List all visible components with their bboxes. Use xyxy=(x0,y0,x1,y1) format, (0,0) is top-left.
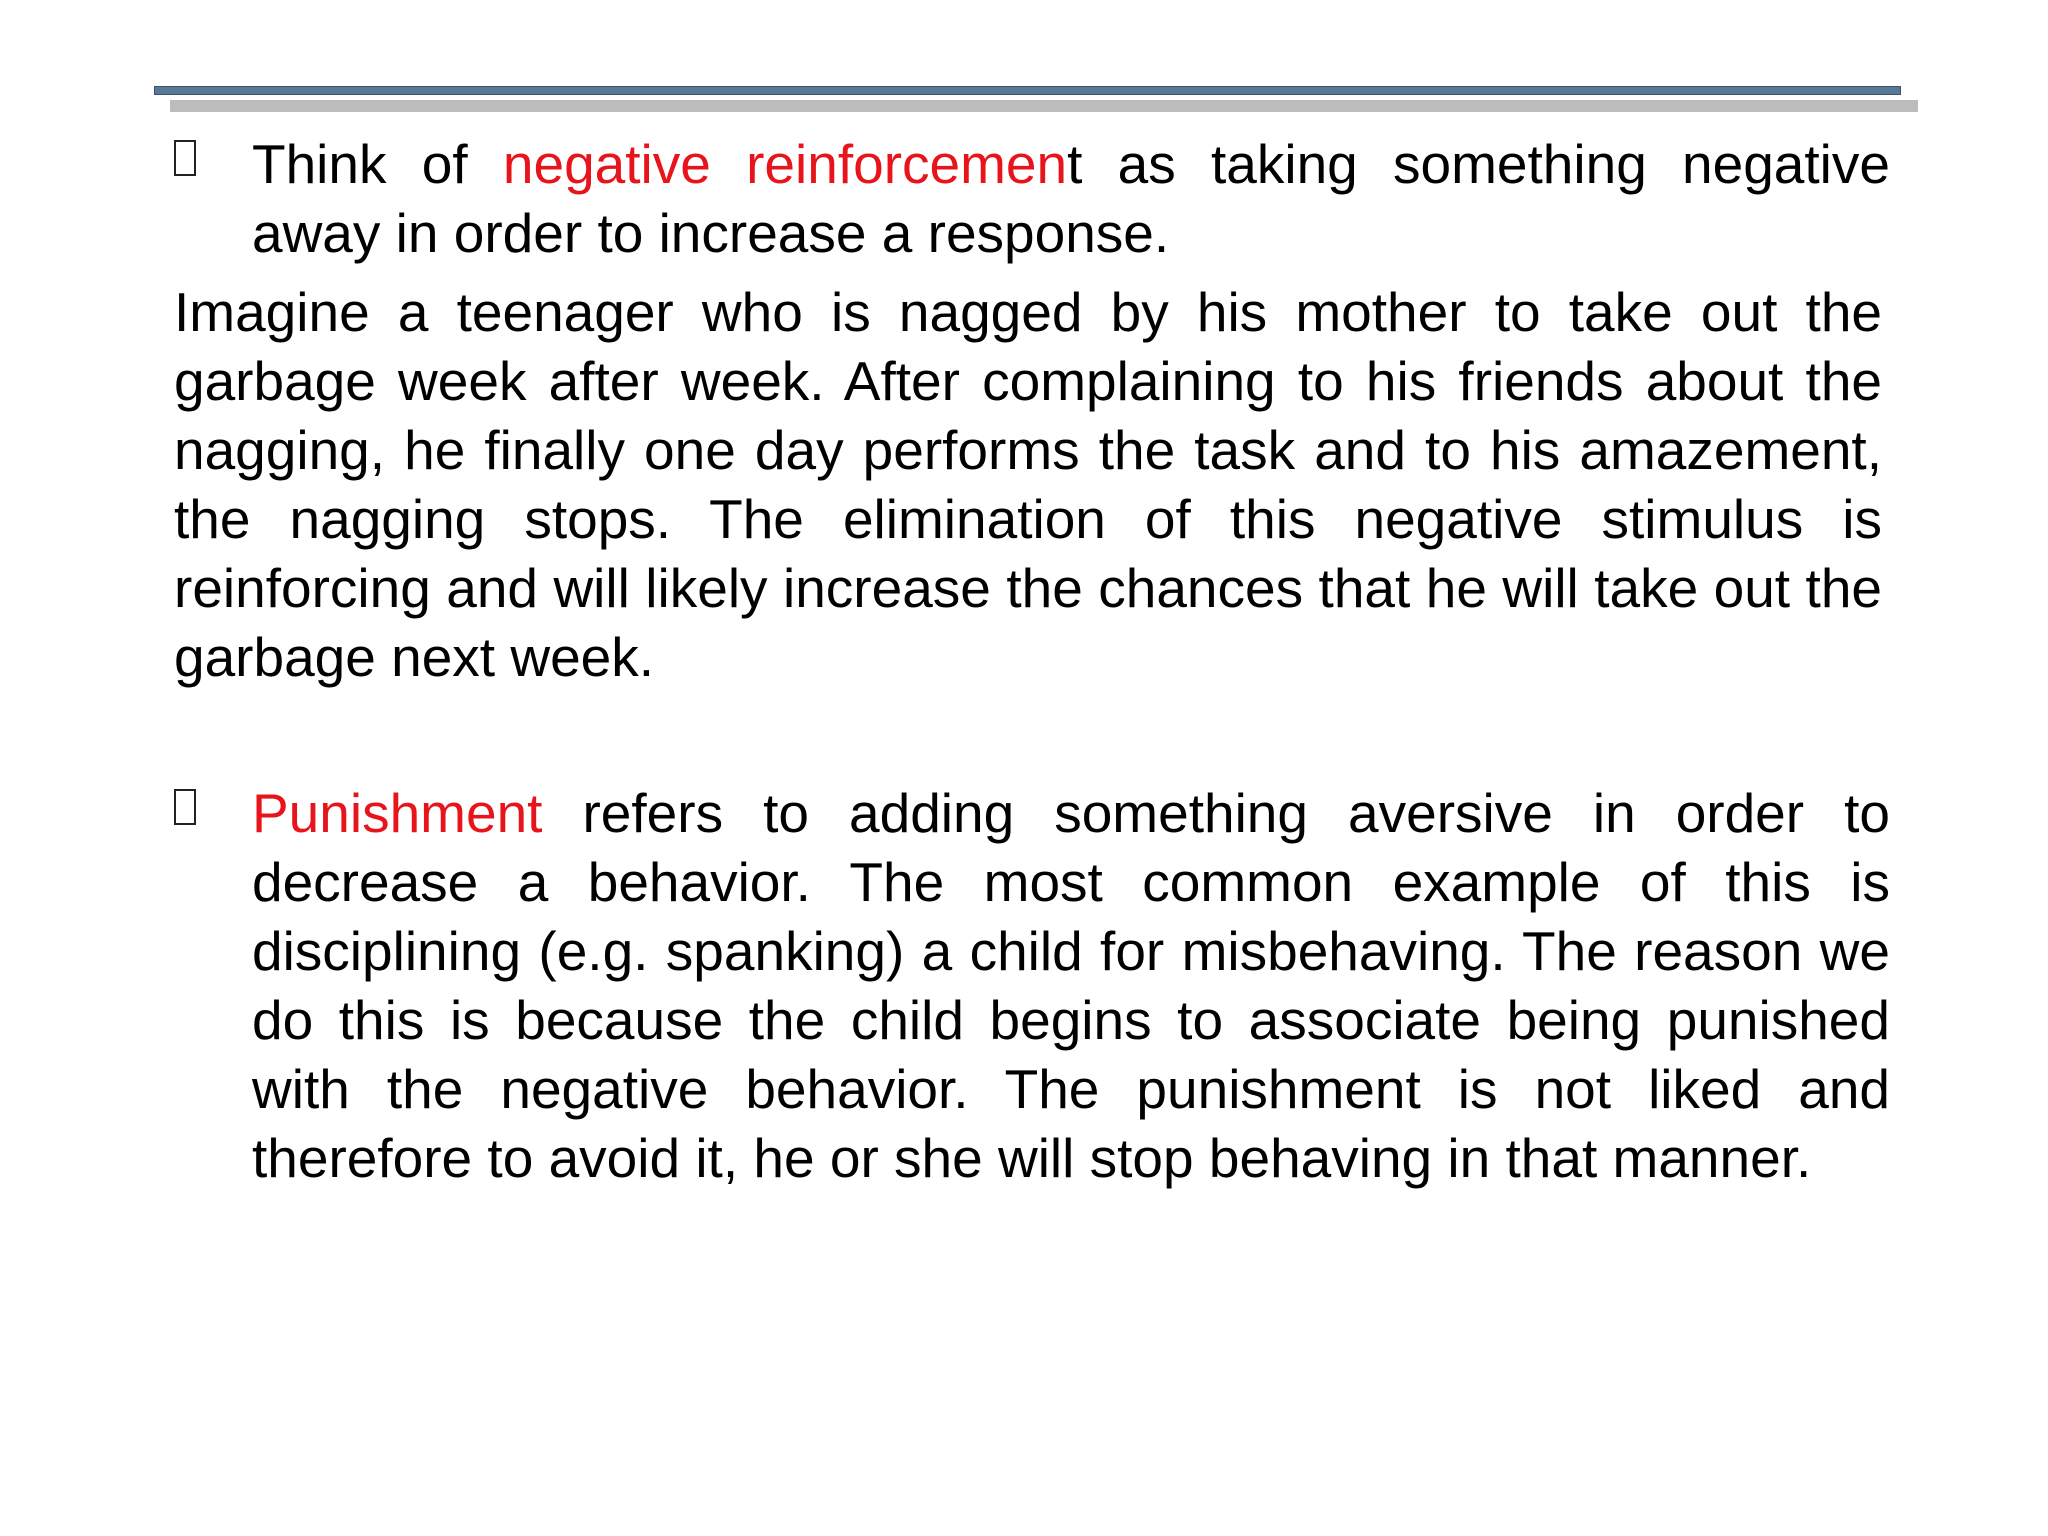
highlight-term: Punishment xyxy=(252,782,543,844)
square-bullet-icon xyxy=(174,789,196,825)
bullet-text xyxy=(252,130,1890,268)
bullet-text-pre: Think of xyxy=(252,133,503,195)
bullet-item-punishment xyxy=(174,779,1890,1193)
bullet-item-negative-reinforcement xyxy=(174,130,1890,268)
bullet-text xyxy=(252,779,1890,1193)
bullet-text-post: refers to adding something aversive in order to decrease a behavior. The most common example of this is disciplining (e.g. spanking) a child for misbehaving. The reason we do this is because the child begins to associate being punished with the negative behavior. The punishment is not liked and therefore to avoid it, he or she will stop behaving in that manner. xyxy=(252,782,1890,1189)
bullet-text-post: t as taking something negative away in order to increase a response. xyxy=(252,133,1890,264)
square-bullet-icon xyxy=(174,140,196,176)
highlight-term: negative reinforcemen xyxy=(502,133,1068,195)
example-paragraph: Imagine a teenager who is nagged by his mother to take out the garbage week after week. After complaining to his friends about the nagging, he finally one day performs the task and to his amazement, the nagging stops. The elimination of this negative stimulus is reinforcing and will likely increase the chances that he will take out the garbage next week. xyxy=(174,281,1882,688)
